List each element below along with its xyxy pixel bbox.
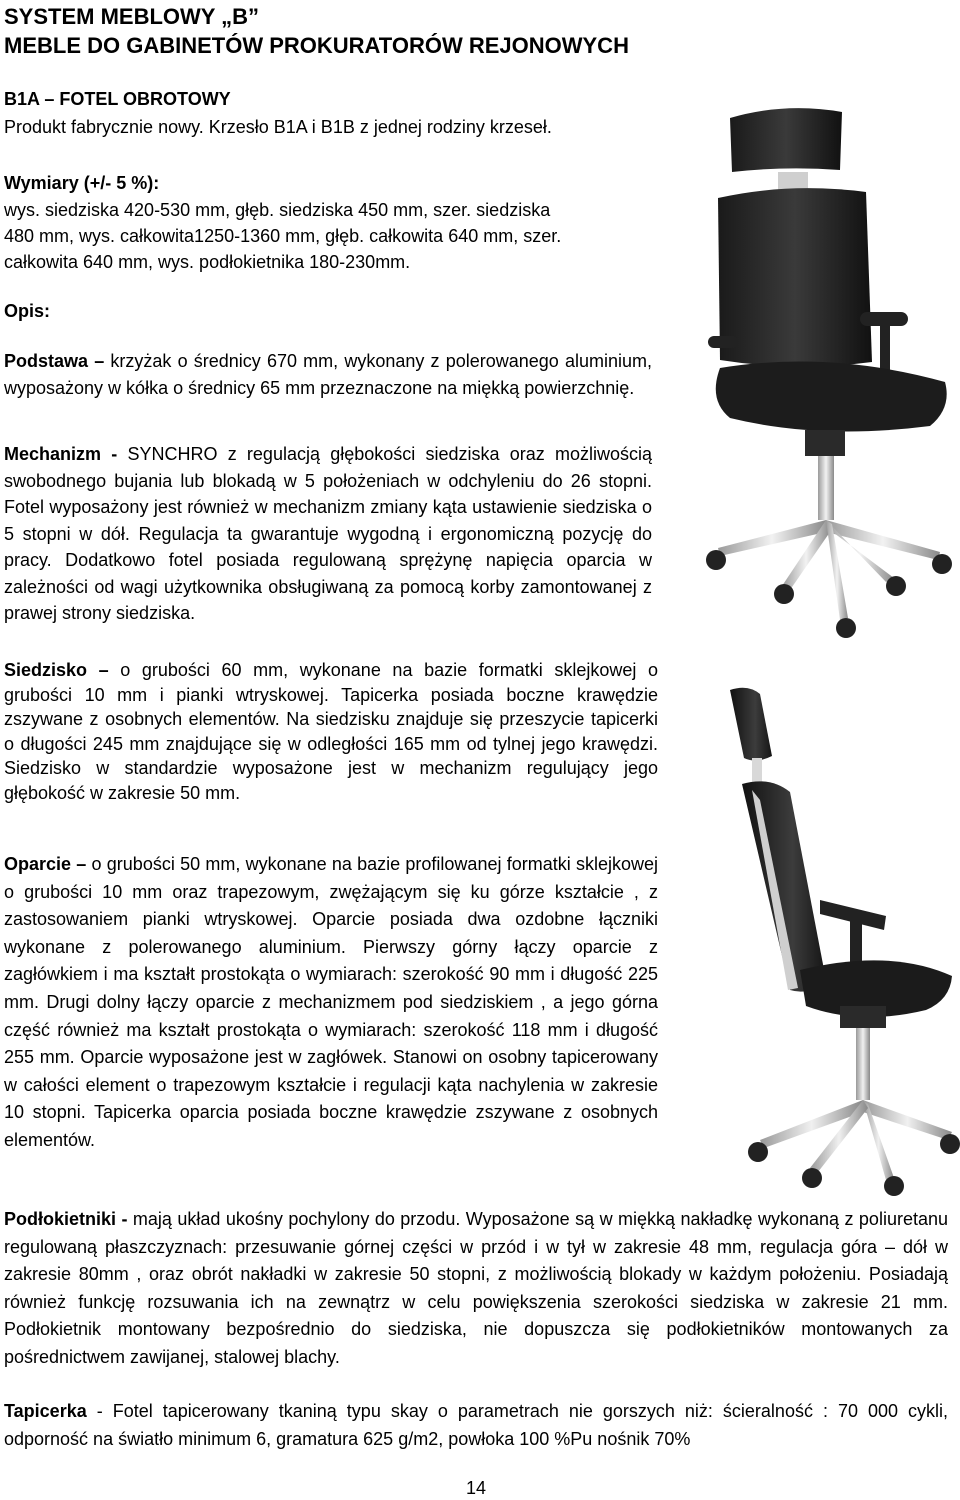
term-podlokietniki: Podłokietniki - xyxy=(4,1209,128,1229)
paragraph-oparcie xyxy=(4,851,658,1155)
dimensions-line: całkowita 640 mm, wys. podłokietnika 180-230mm. xyxy=(4,252,411,272)
chair-front-image xyxy=(690,100,960,640)
text-oparcie: o grubości 50 mm, wykonane na bazie profilowanej formatki sklejkowej o grubości 10 mm oraz trapezowym, zwężającym się ku górze kształcie , z zastosowaniem pianki wtryskowej. Oparcie posiada dwa ozdobne łączniki wykonane z polerowanego aluminium. Pierwszy górny łączy oparcie z zagłówkiem i ma kształt prostokąta o wymiarach: szerokość 90 mm i długość 225 mm. Drugi dolny łączy oparcie z mechanizmem pod siedziskiem , a jego górna część również ma kształt prostokąta o wymiarach: szerokość 118 mm i długość 255 mm. Oparcie wyposażone jest w zagłówek. Stanowi on osobny tapicerowany w całości element o trapezowym kształcie i regulacji kąta nachylenia w zakresie 10 stopni. Tapicerka oparcia posiada boczne krawędzie zszywane z osobnych elementów. xyxy=(4,854,658,1150)
paragraph-podlokietniki xyxy=(4,1206,948,1371)
term-mechanizm: Mechanizm - xyxy=(4,444,118,464)
chair-side-image xyxy=(690,680,960,1200)
document-subtitle: MEBLE DO GABINETÓW PROKURATORÓW REJONOWYCH xyxy=(4,33,629,58)
paragraph-podstawa xyxy=(4,348,652,401)
text-tapicerka: - Fotel tapicerowany tkaniną typu skay o parametrach nie gorszych niż: ścieralność : 70 000 cykli, odporność na światło minimum 6, gramatura 625 g/m2, powłoka 100 %Pu nośnik 70% xyxy=(4,1401,948,1449)
dimensions-title: Wymiary (+/- 5 %): xyxy=(4,173,160,193)
product-title: B1A – FOTEL OBROTOWY xyxy=(4,89,231,109)
term-oparcie: Oparcie – xyxy=(4,854,87,874)
paragraph-tapicerka xyxy=(4,1398,948,1453)
text-podlokietniki: mają układ ukośny pochylony do przodu. Wyposażone są w miękką nakładkę wykonaną z poliuretanu regulowaną płaszczyznach: przesuwanie górnej części w przód i w tył w zakresie 48 mm, regulacja góra – dół w zakresie 80mm , oraz obrót nakładki w zakresie 50 stopni, z możliwością blokady w każdym położeniu. Posiadają również funkcję rozsuwania ich na zewnątrz w celu powiększenia szerokości siedziska w zakresie 21 mm. Podłokietnik montowany bezpośrednio do siedziska, nie dopuszcza się podłokietników montowanych za pośrednictwem zawijanej, stalowej blachy. xyxy=(4,1209,948,1367)
document-title: SYSTEM MEBLOWY „B” xyxy=(4,4,260,29)
term-tapicerka: Tapicerka xyxy=(4,1401,87,1421)
paragraph-mechanizm xyxy=(4,441,652,627)
product-intro: Produkt fabrycznie nowy. Krzesło B1A i B1B z jednej rodziny krzeseł. xyxy=(4,117,552,137)
paragraph-siedzisko xyxy=(4,658,658,805)
text-mechanizm: SYNCHRO z regulacją głębokości siedziska oraz możliwością swobodnego bujania lub blokadą w 5 położeniach w odchyleniu do 26 stopni. Fotel wyposażony jest również w mechanizm zmiany kąta ustawienie siedziska o 5 stopni w dół. Regulacja ta gwarantuje wygodną i ergonomiczną pozycję do pracy. Dodatkowo fotel posiada regulowaną sprężynę napięcia oparcia w zależności od wagi użytkownika obsługiwaną za pomocą korby zamontowanej z prawej strony siedziska. xyxy=(4,444,652,623)
term-siedzisko: Siedzisko – xyxy=(4,660,109,680)
text-siedzisko: o grubości 60 mm, wykonane na bazie formatki sklejkowej o grubości 10 mm i pianki wtryskowej. Tapicerka posiada boczne krawędzie zszywane z osobnych elementów. Na siedzisku znajduje się przeszycie tapicerki o długości 245 mm znajdujące się w odległości 165 mm od tylnej jego krawędzi. Siedzisko w standardzie wyposażone jest w mechanizm regulujący jego głębokość w zakresie 50 mm. xyxy=(4,660,658,803)
dimensions-line: wys. siedziska 420-530 mm, głęb. siedziska 450 mm, szer. siedziska xyxy=(4,200,551,220)
term-podstawa: Podstawa – xyxy=(4,351,105,371)
page-number: 14 xyxy=(466,1478,487,1498)
opis-label: Opis: xyxy=(4,301,51,321)
dimensions-line: 480 mm, wys. całkowita1250-1360 mm, głęb. całkowita 640 mm, szer. xyxy=(4,226,562,246)
text-podstawa: krzyżak o średnicy 670 mm, wykonany z polerowanego aluminium, wyposażony w kółka o średnicy 65 mm przeznaczone na miękką powierzchnię. xyxy=(4,351,652,398)
